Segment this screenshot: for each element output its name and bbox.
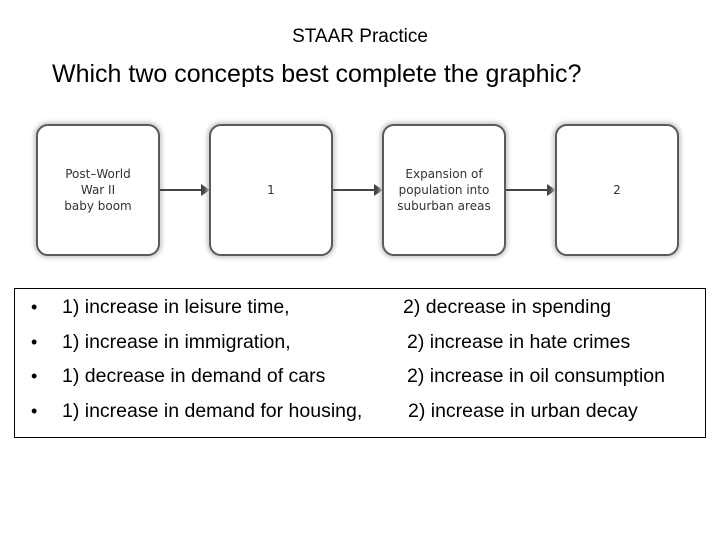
choice-option-1: 1) increase in demand for housing, bbox=[62, 400, 363, 422]
arrow-right-icon bbox=[506, 189, 555, 191]
choice-option-2: 2) increase in oil consumption bbox=[407, 365, 665, 387]
choice-option-1: 1) increase in immigration, bbox=[62, 331, 291, 353]
bullet-icon: • bbox=[31, 297, 38, 317]
choice-option-2: 2) increase in hate crimes bbox=[407, 331, 631, 353]
question-text: Which two concepts best complete the graphic? bbox=[52, 60, 582, 88]
choice-option-1: 1) decrease in demand of cars bbox=[62, 365, 326, 387]
flow-box-cause: Post–World War II baby boom bbox=[36, 124, 160, 256]
choice-option-2: 2) increase in urban decay bbox=[408, 400, 638, 422]
bullet-icon: • bbox=[31, 401, 38, 421]
bullet-icon: • bbox=[31, 366, 38, 386]
arrow-right-icon bbox=[160, 189, 209, 191]
bullet-icon: • bbox=[31, 332, 38, 352]
choice-option-2: 2) decrease in spending bbox=[403, 296, 612, 318]
flow-box-blank-1: 1 bbox=[209, 124, 333, 256]
arrow-right-icon bbox=[333, 189, 382, 191]
choice-option-1: 1) increase in leisure time, bbox=[62, 296, 290, 318]
flow-box-blank-2: 2 bbox=[555, 124, 679, 256]
answer-choices bbox=[14, 288, 706, 438]
flow-box-effect: Expansion of population into suburban areas bbox=[382, 124, 506, 256]
slide-title: STAAR Practice bbox=[292, 26, 428, 47]
